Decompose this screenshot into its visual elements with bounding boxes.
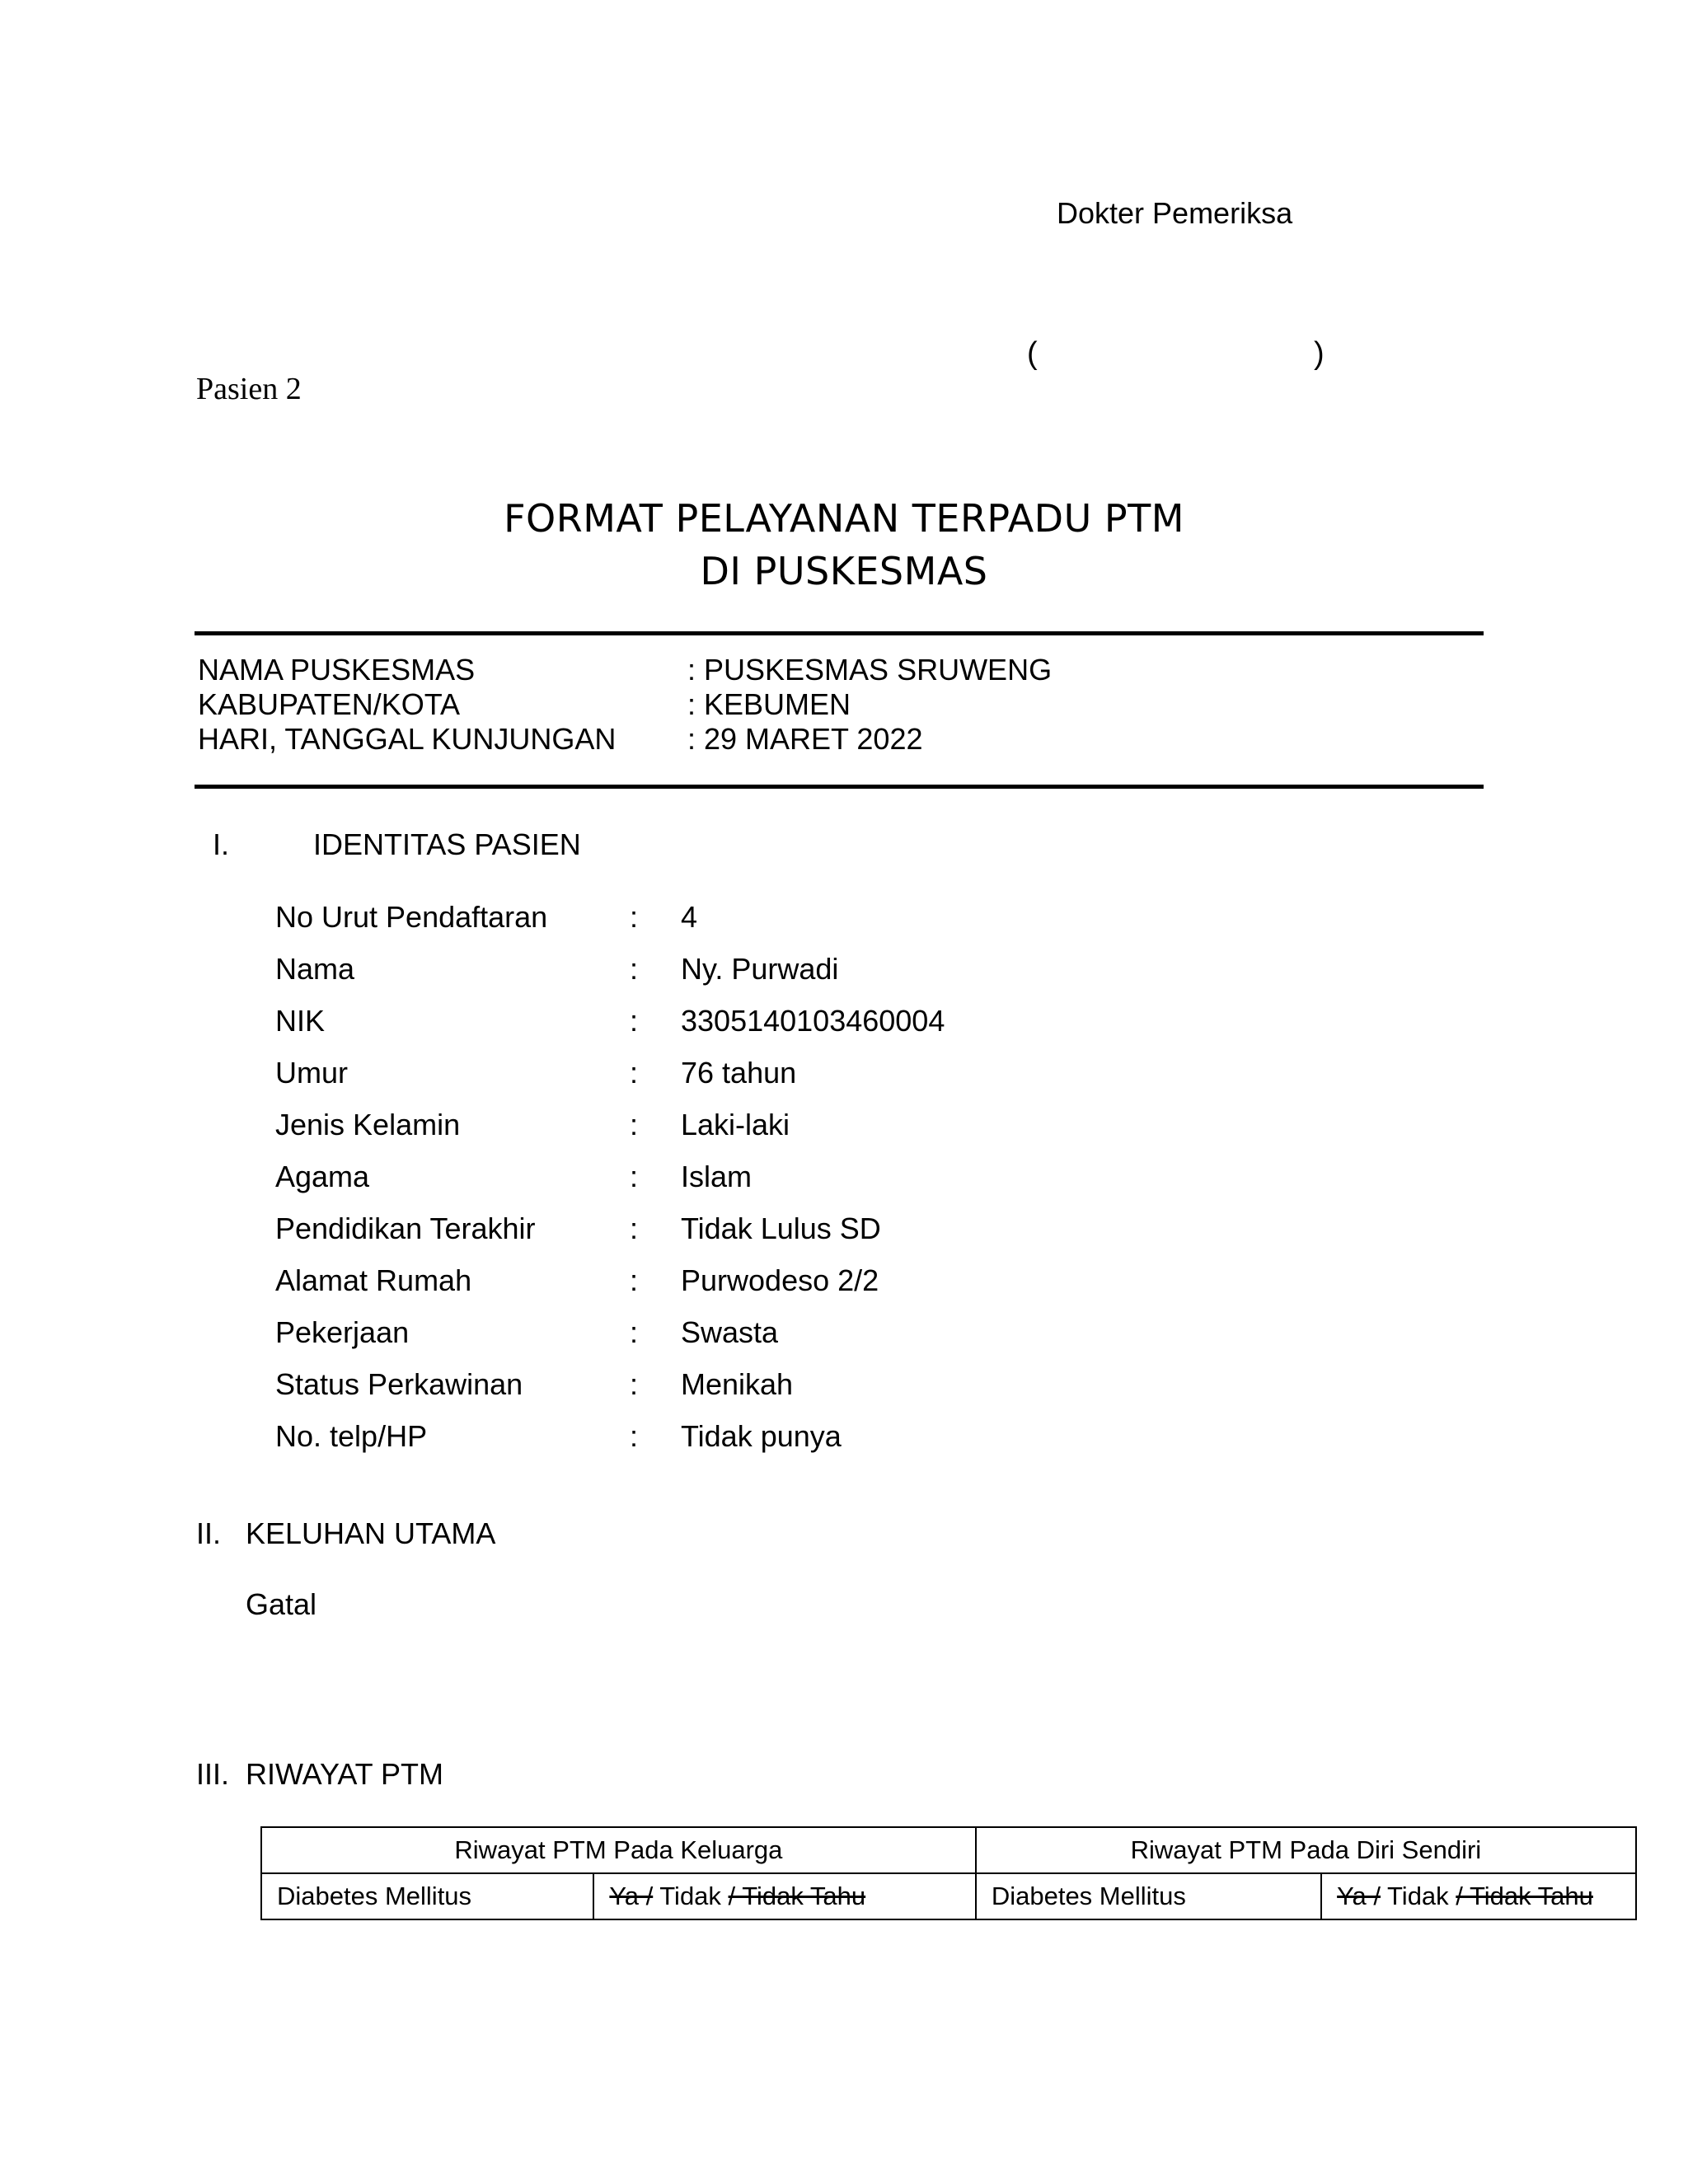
section-2-number: II. [196, 1516, 222, 1550]
section-3-title: RIWAYAT PTM [246, 1757, 443, 1791]
identity-label: No Urut Pendaftaran [275, 900, 548, 934]
identity-label: Agama [275, 1160, 370, 1193]
signature-paren-open: ( [1027, 336, 1038, 371]
page-title-line-2: DI PUSKESMAS [700, 549, 988, 593]
identity-colon: : [630, 1419, 639, 1453]
identity-value: Menikah [681, 1367, 794, 1401]
signature-paren-close: ) [1314, 336, 1325, 371]
identity-colon: : [630, 1056, 639, 1090]
identity-colon: : [630, 1108, 639, 1141]
identity-value: Islam [681, 1160, 753, 1193]
self-disease-cell: Diabetes Mellitus [976, 1873, 1321, 1919]
answer-tidak-tahu-struck: / Tidak Tahu [728, 1882, 866, 1910]
answer-tidak-tahu-struck: / Tidak Tahu [1456, 1882, 1593, 1910]
header-value: : PUSKESMAS SRUWENG [687, 653, 1053, 687]
identity-colon: : [630, 1160, 639, 1193]
identity-label: Pekerjaan [275, 1315, 410, 1349]
identity-value: Laki-laki [681, 1108, 790, 1141]
section-1-title: IDENTITAS PASIEN [313, 827, 581, 861]
identity-colon: : [630, 1263, 639, 1297]
identity-value: Ny. Purwadi [681, 952, 839, 986]
identity-colon: : [630, 952, 639, 986]
family-history-header: Riwayat PTM Pada Keluarga [261, 1827, 976, 1873]
identity-value: 76 tahun [681, 1056, 797, 1090]
answer-ya-struck: Ya / [609, 1882, 654, 1910]
identity-value: Tidak punya [681, 1419, 842, 1453]
identity-label: Umur [275, 1056, 348, 1090]
identity-label: Alamat Rumah [275, 1263, 472, 1297]
header-value: : KEBUMEN [687, 687, 851, 721]
self-answer-cell [1321, 1873, 1636, 1919]
page-title-line-1: FORMAT PELAYANAN TERPADU PTM [504, 496, 1184, 541]
answer-tidak: Tidak [653, 1882, 729, 1910]
ptm-history-table [260, 1826, 1637, 1920]
main-complaint-text: Gatal [246, 1587, 317, 1621]
identity-value: Purwodeso 2/2 [681, 1263, 879, 1297]
identity-label: Status Perkawinan [275, 1367, 523, 1401]
table-row [261, 1873, 1636, 1919]
identity-value: Swasta [681, 1315, 779, 1349]
header-top-divider [195, 631, 1484, 635]
identity-label: Nama [275, 952, 355, 986]
answer-ya-struck: Ya / [1337, 1882, 1381, 1910]
family-answer-cell [593, 1873, 975, 1919]
answer-tidak: Tidak [1380, 1882, 1456, 1910]
identity-colon: : [630, 900, 639, 934]
header-value: : 29 MARET 2022 [687, 722, 923, 756]
section-3-number: III. [196, 1757, 230, 1791]
header-label: HARI, TANGGAL KUNJUNGAN [198, 722, 617, 756]
section-2-title: KELUHAN UTAMA [246, 1516, 496, 1550]
identity-value: Tidak Lulus SD [681, 1212, 881, 1245]
header-label: KABUPATEN/KOTA [198, 687, 461, 721]
identity-colon: : [630, 1212, 639, 1245]
identity-colon: : [630, 1315, 639, 1349]
identity-label: Pendidikan Terakhir [275, 1212, 536, 1245]
self-history-header: Riwayat PTM Pada Diri Sendiri [976, 1827, 1636, 1873]
header-label: NAMA PUSKESMAS [198, 653, 476, 687]
identity-label: NIK [275, 1004, 326, 1038]
identity-value: 4 [681, 900, 698, 934]
identity-colon: : [630, 1367, 639, 1401]
doctor-signature-label: Dokter Pemeriksa [1057, 196, 1293, 230]
table-header-row [261, 1827, 1636, 1873]
section-1-number: I. [213, 827, 230, 861]
identity-label: Jenis Kelamin [275, 1108, 461, 1141]
identity-colon: : [630, 1004, 639, 1038]
identity-label: No. telp/HP [275, 1419, 428, 1453]
patient-number-label: Pasien 2 [196, 372, 302, 406]
identity-value: 3305140103460004 [681, 1004, 945, 1038]
header-bottom-divider [195, 785, 1484, 789]
family-disease-cell: Diabetes Mellitus [261, 1873, 593, 1919]
